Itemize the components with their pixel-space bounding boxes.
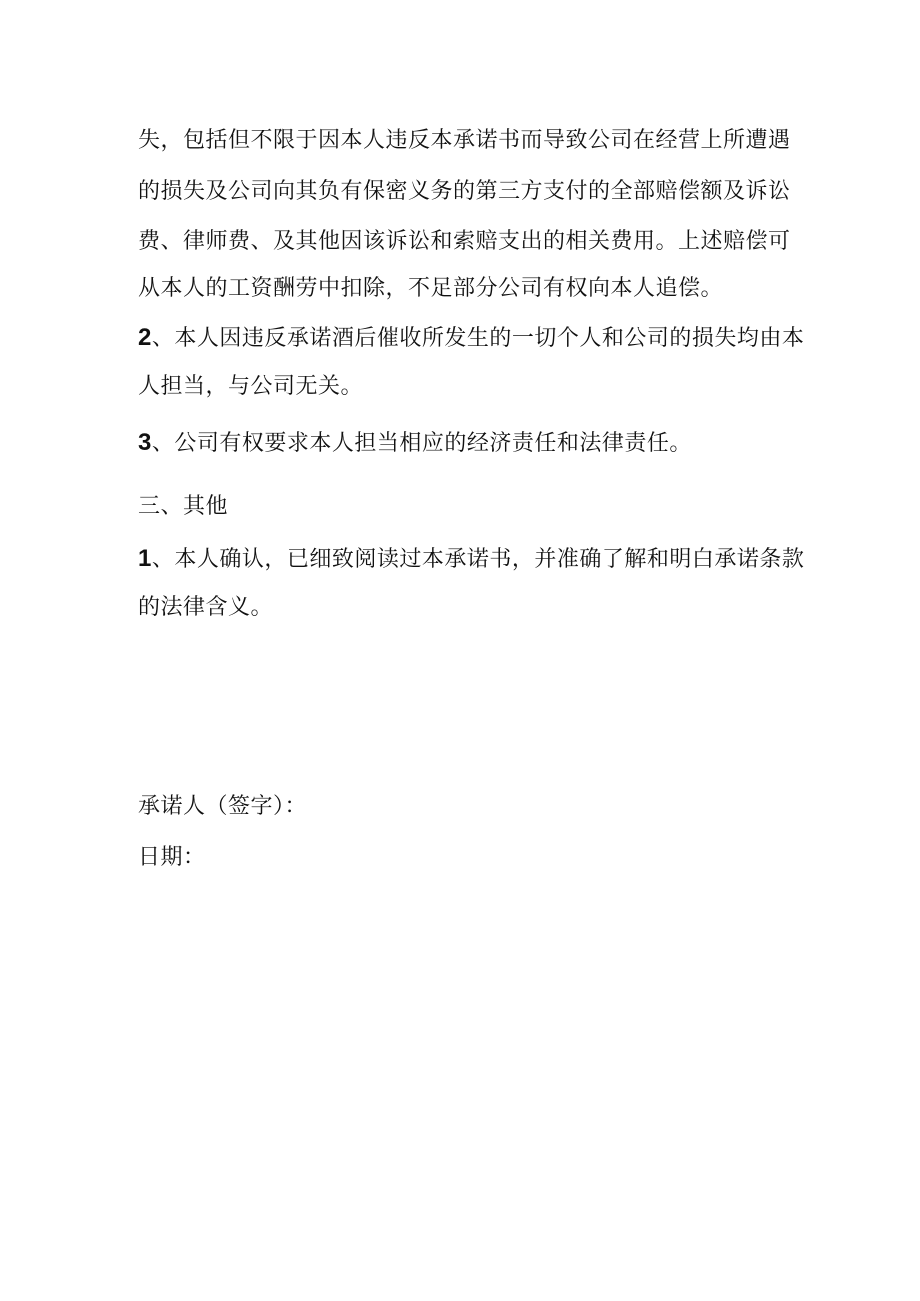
- date-label: 日期：: [138, 845, 206, 870]
- paragraph-line: 从本人的工资酬劳中扣除，不足部分公司有权向本人追偿。: [138, 276, 724, 301]
- clause-item-3: [138, 428, 692, 459]
- clause-text: 、本人因违反承诺酒后催收所发生的一切个人和公司的损失均由本: [151, 326, 805, 351]
- clause-number: 3: [138, 429, 152, 456]
- section-heading: 三、其他: [138, 494, 229, 519]
- paragraph-line: 失，包括但不限于因本人违反本承诺书而导致公司在经营上所遭遇: [138, 128, 791, 153]
- clause-text: 、本人确认，已细致阅读过本承诺书，并准确了解和明白承诺条款: [151, 547, 805, 572]
- signature-label: 承诺人（签字）：: [138, 794, 308, 819]
- clause-text: 、公司有权要求本人担当相应的经济责任和法律责任。: [151, 431, 692, 456]
- clause-item-1: [138, 544, 804, 575]
- clause-item-2-continuation: 人担当，与公司无关。: [138, 374, 364, 399]
- paragraph-line: 费、律师费、及其他因该诉讼和索赔支出的相关费用。上述赔偿可: [138, 229, 791, 254]
- clause-number: 2: [138, 324, 152, 351]
- clause-item-2: [138, 323, 804, 354]
- clause-number: 1: [138, 545, 152, 572]
- clause-item-1-continuation: 的法律含义。: [138, 595, 274, 620]
- paragraph-line: 的损失及公司向其负有保密义务的第三方支付的全部赔偿额及诉讼: [138, 179, 791, 204]
